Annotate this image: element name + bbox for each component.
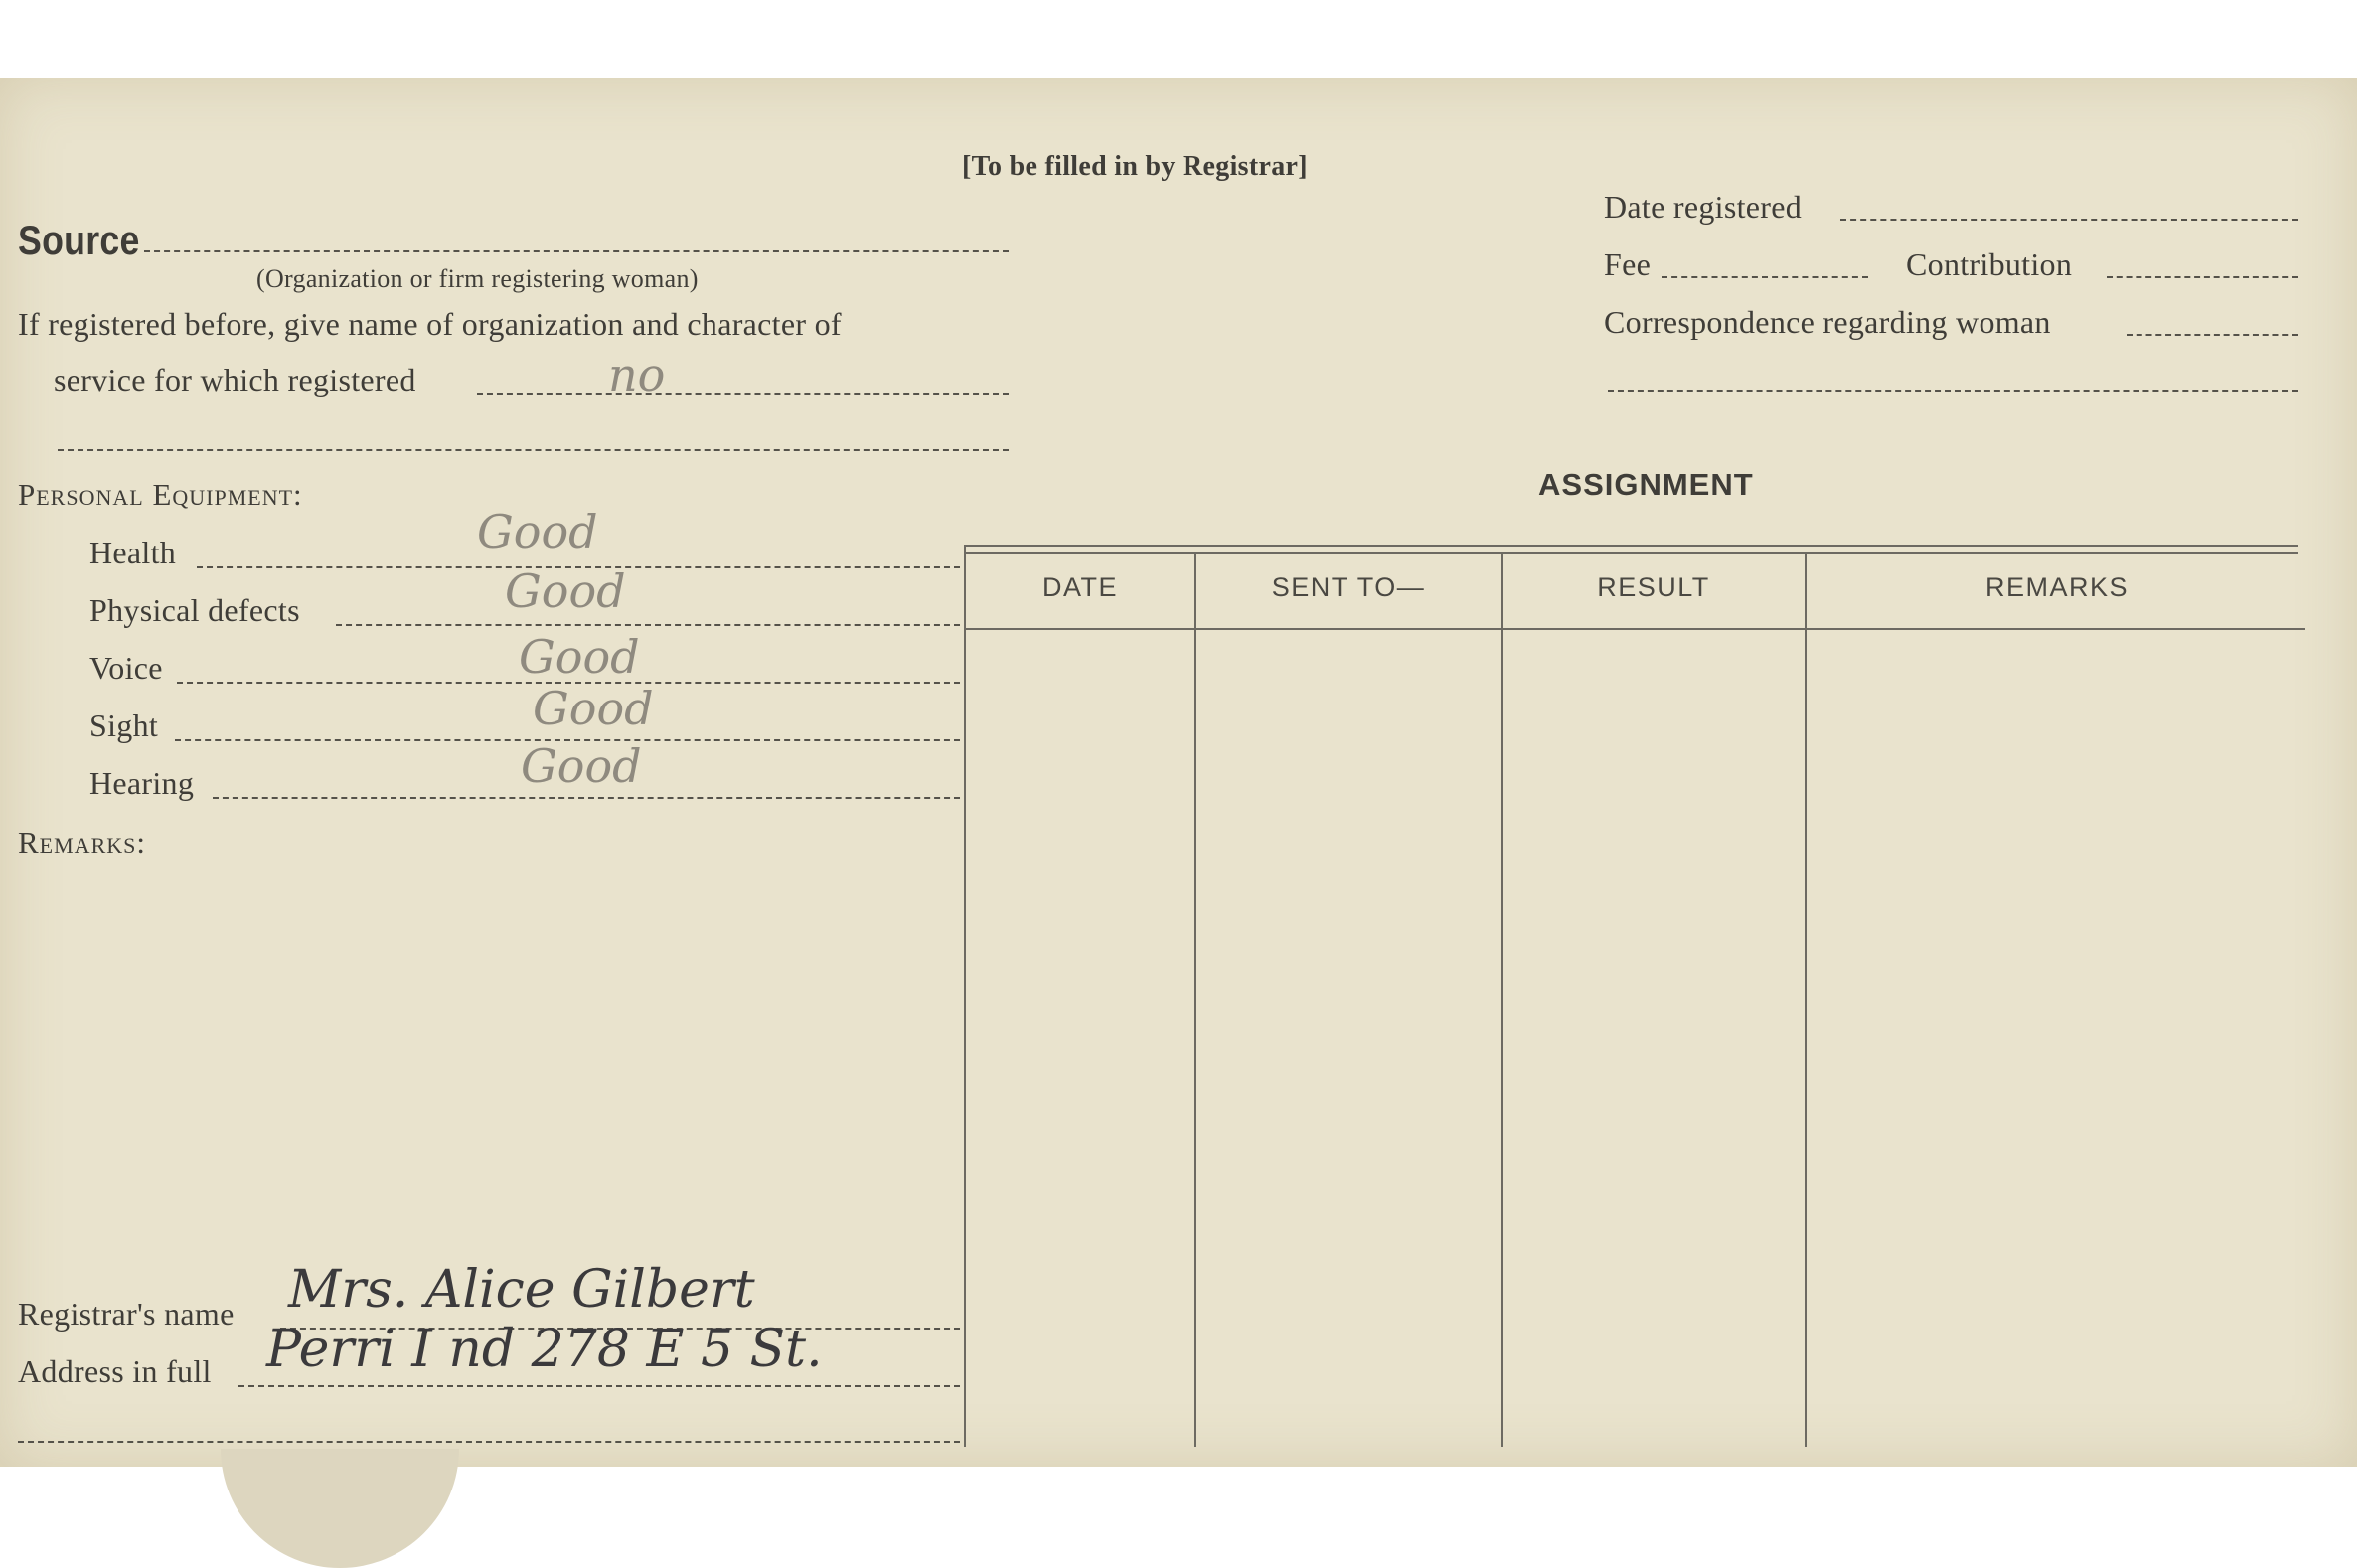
table-top-rule-2: [964, 552, 2298, 554]
hearing-field[interactable]: [213, 797, 960, 799]
registered-before-line1: If registered before, give name of organization and character of: [18, 306, 842, 342]
health-value: Good: [477, 505, 598, 558]
fee-field[interactable]: [1662, 276, 1868, 278]
remarks-label: Remarks:: [18, 825, 146, 860]
col-header-result: RESULT: [1597, 572, 1710, 602]
registrar-name-label: Registrar's name: [18, 1296, 235, 1332]
table-header-rule: [966, 628, 2305, 630]
card-tab: [221, 1449, 459, 1568]
voice-label: Voice: [89, 650, 163, 686]
table-divider-3: [1805, 552, 1807, 1447]
correspondence-field-2[interactable]: [1608, 390, 2298, 392]
table-divider-2: [1501, 552, 1503, 1447]
table-divider-1: [1194, 552, 1196, 1447]
address-field-2[interactable]: [18, 1441, 960, 1443]
address-field[interactable]: [238, 1385, 960, 1387]
voice-value: Good: [519, 630, 640, 684]
physical-defects-label: Physical defects: [89, 592, 300, 628]
registered-before-value: no: [608, 348, 666, 401]
correspondence-label: Correspondence regarding woman: [1604, 304, 2051, 340]
source-label: Source: [18, 217, 140, 263]
col-header-remarks: REMARKS: [1984, 572, 2130, 602]
registrar-name-value: Mrs. Alice Gilbert: [288, 1260, 755, 1320]
source-field[interactable]: [144, 250, 1009, 252]
registrar-note: [To be filled in by Registrar]: [962, 151, 1308, 182]
fee-label: Fee: [1604, 246, 1652, 282]
health-label: Health: [89, 535, 177, 570]
table-top-rule: [964, 545, 2298, 547]
hearing-label: Hearing: [89, 765, 195, 801]
contribution-field[interactable]: [2107, 276, 2298, 278]
registered-before-field[interactable]: [477, 393, 1009, 395]
correspondence-field[interactable]: [2127, 334, 2298, 336]
sight-label: Sight: [89, 707, 159, 743]
hearing-value: Good: [521, 739, 642, 793]
personal-equipment-label: Personal Equipment:: [18, 477, 303, 512]
registered-before-line2: service for which registered: [54, 362, 416, 397]
address-value: Perri I nd 278 E 5 St.: [266, 1320, 823, 1379]
col-header-date: DATE: [1041, 572, 1118, 602]
table-left-border: [964, 545, 966, 1447]
registered-before-field-2[interactable]: [58, 449, 1009, 451]
date-registered-label: Date registered: [1604, 189, 1803, 225]
assignment-title: ASSIGNMENT: [1538, 467, 1754, 502]
physical-defects-field[interactable]: [336, 624, 960, 626]
col-header-sent-to: SENT TO—: [1271, 572, 1426, 602]
contribution-label: Contribution: [1906, 246, 2073, 282]
address-label: Address in full: [18, 1353, 212, 1389]
physical-defects-value: Good: [505, 564, 626, 618]
date-registered-field[interactable]: [1840, 219, 2298, 221]
sight-value: Good: [533, 682, 654, 735]
source-hint: (Organization or firm registering woman): [256, 264, 699, 293]
